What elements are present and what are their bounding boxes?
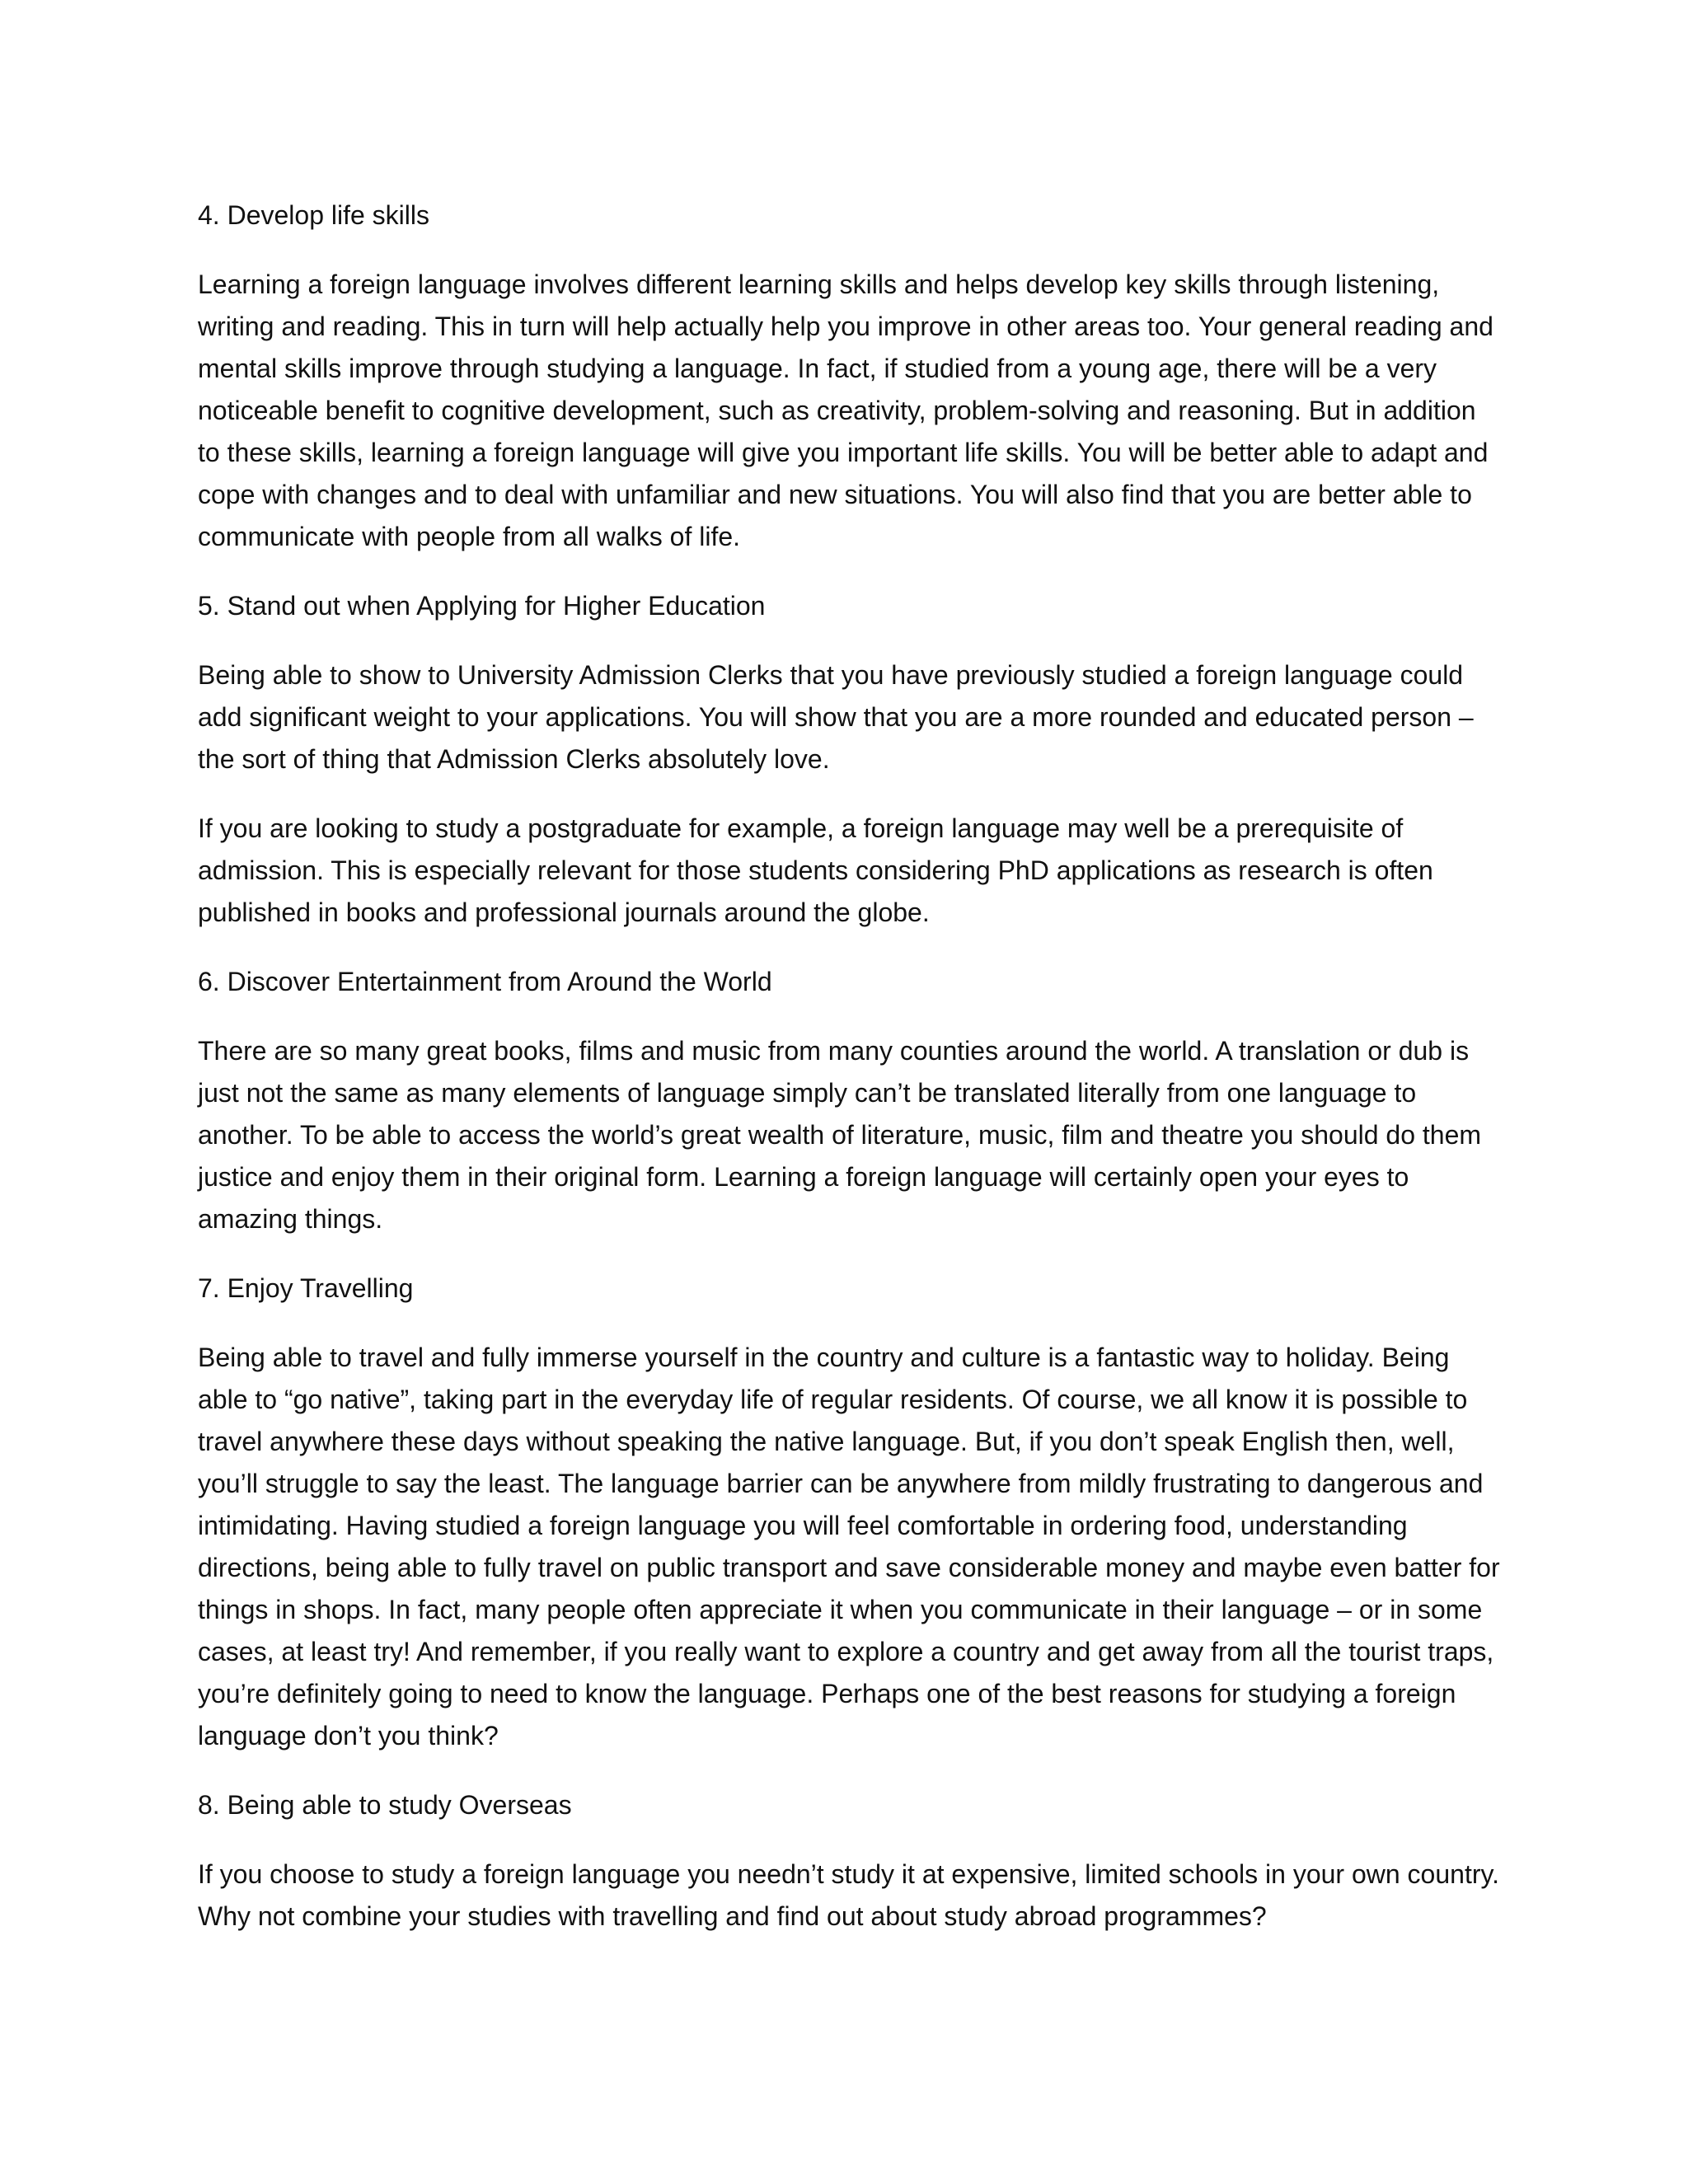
- paragraph-postgraduate: If you are looking to study a postgraduate for example, a foreign language may well be a prerequisite of admission. This is especially relevant for those students considering PhD applications as research is often published in books and professional journals around the globe.: [198, 813, 1433, 927]
- section-heading-develop-life-skills: 4. Develop life skills: [198, 200, 429, 230]
- section-heading-study-overseas: 8. Being able to study Overseas: [198, 1790, 572, 1820]
- paragraph-life-skills: Learning a foreign language involves different learning skills and helps develop key skills through listening, writing and reading. This in turn will help actually help you improve in other areas too. Your general reading and mental skills improve through studying a language. In fact, if studied from a young age, there will be a very noticeable benefit to cognitive development, such as creativity, problem-solving and reasoning. But in addition to these skills, learning a foreign language will give you important life skills. You will be better able to adapt and cope with changes and to deal with unfamiliar and new situations. You will also find that you are better able to communicate with people from all walks of life.: [198, 269, 1493, 551]
- paragraph-study-overseas: If you choose to study a foreign language you needn’t study it at expensive, limited schools in your own country. Why not combine your studies with travelling and find out about study abroad programmes?: [198, 1859, 1499, 1931]
- paragraph-travelling: Being able to travel and fully immerse yourself in the country and culture is a fantastic way to holiday. Being able to “go native”, taking part in the everyday life of regular residents. Of course, we all know it is possible to travel anywhere these days without speaking the native language. But, if you don’t speak English then, well, you’ll struggle to say the least. The language barrier can be anywhere from mildly frustrating to dangerous and intimidating. Having studied a foreign language you will feel comfortable in ordering food, understanding directions, being able to fully travel on public transport and save considerable money and maybe even batter for things in shops. In fact, many people often appreciate it when you communicate in their language – or in some cases, at least try! And remember, if you really want to explore a country and get away from all the tourist traps, you’re definitely going to need to know the language. Perhaps one of the best reasons for studying a foreign language don’t you think?: [198, 1343, 1500, 1750]
- section-heading-entertainment: 6. Discover Entertainment from Around the World: [198, 967, 772, 996]
- document-page: [198, 194, 1500, 1965]
- section-heading-travelling: 7. Enjoy Travelling: [198, 1273, 414, 1303]
- section-heading-higher-education: 5. Stand out when Applying for Higher Education: [198, 591, 766, 621]
- paragraph-entertainment: There are so many great books, films and music from many counties around the world. A translation or dub is just not the same as many elements of language simply can’t be translated literally from one language to another. To be able to access the world’s great wealth of literature, music, film and theatre you should do them justice and enjoy them in their original form. Learning a foreign language will certainly open your eyes to amazing things.: [198, 1036, 1482, 1234]
- paragraph-admission-clerks: Being able to show to University Admission Clerks that you have previously studied a foreign language could add significant weight to your applications. You will show that you are a more rounded and educated person – the sort of thing that Admission Clerks absolutely love.: [198, 660, 1474, 774]
